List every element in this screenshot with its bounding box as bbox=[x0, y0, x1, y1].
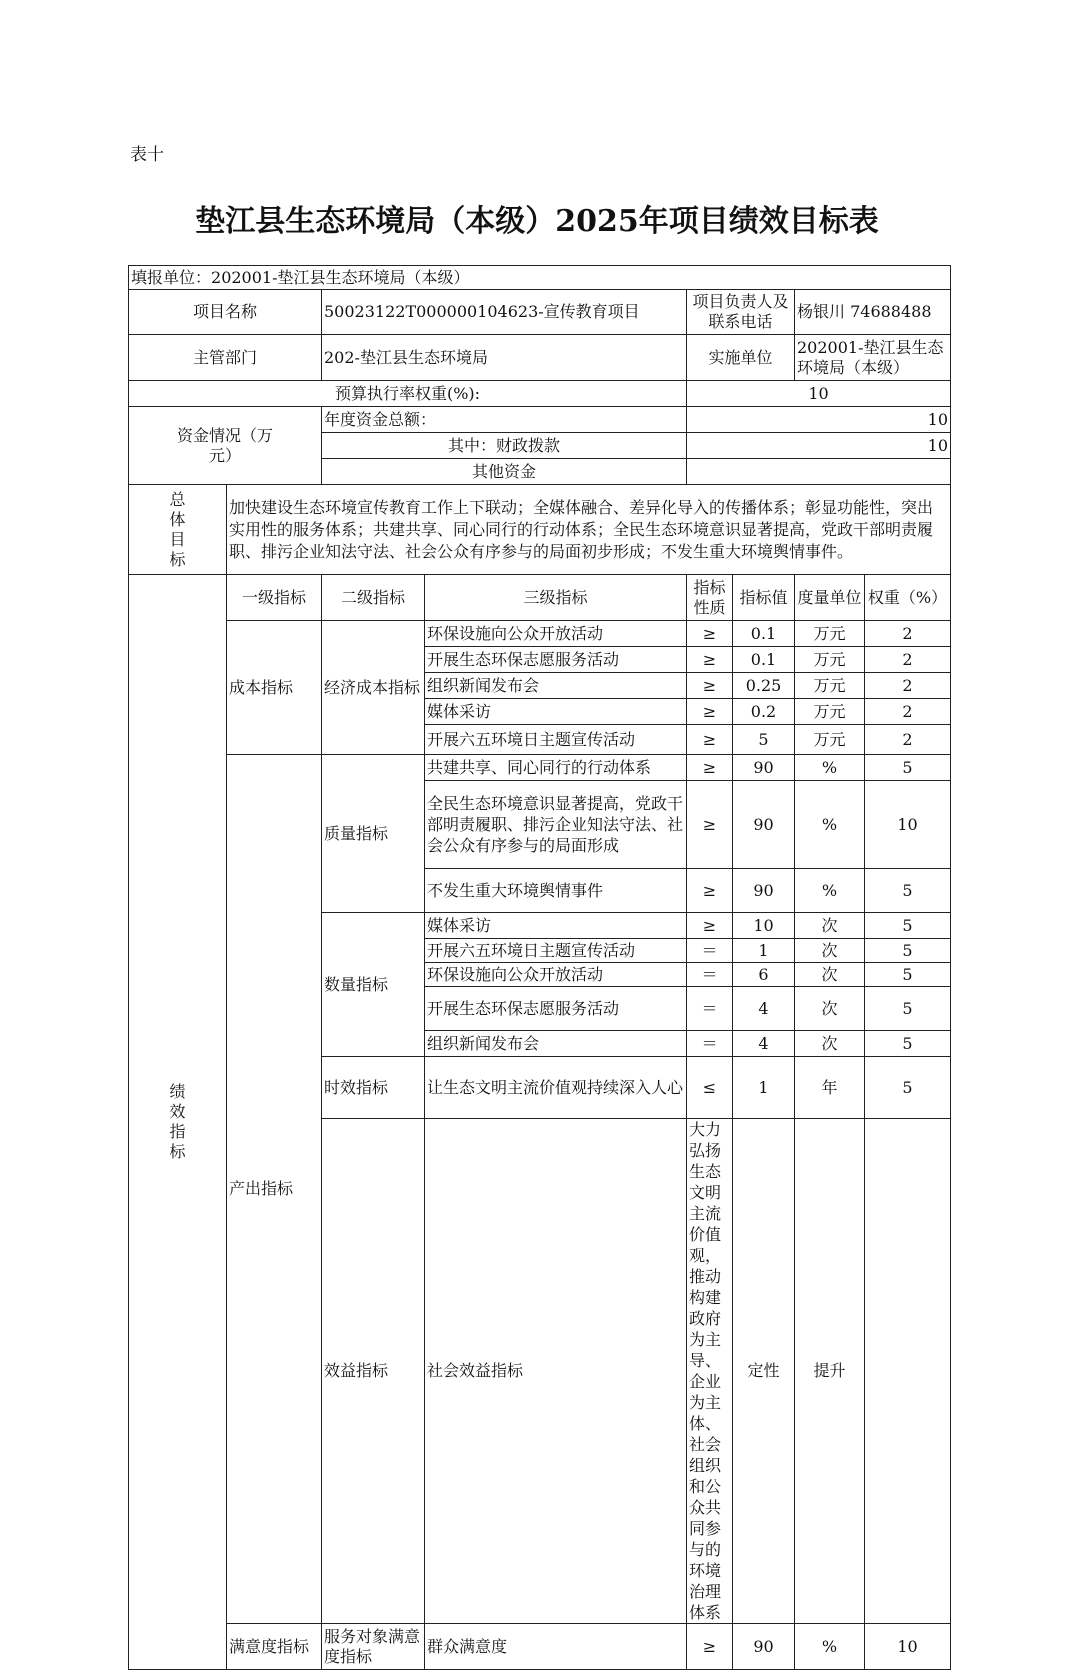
doc-label: 表十 bbox=[130, 145, 164, 165]
table-row-unit: 次 bbox=[795, 963, 865, 987]
perf-label-text: 绩效指标 bbox=[169, 1082, 186, 1161]
table-row-weight: 2 bbox=[865, 621, 951, 647]
table-row-op: ＝ bbox=[687, 1031, 733, 1057]
cost-level2: 经济成本指标 bbox=[322, 621, 425, 755]
table-row-op: ＝ bbox=[687, 987, 733, 1031]
cost-level1: 成本指标 bbox=[227, 621, 322, 755]
table-row-weight: 5 bbox=[865, 987, 951, 1031]
table-row-name: 让生态文明主流价值观持续深入人心 bbox=[425, 1057, 687, 1119]
table-row-unit: 次 bbox=[795, 1031, 865, 1057]
overall-goal-label-text: 总体目标 bbox=[169, 489, 186, 569]
dept-label: 主管部门 bbox=[129, 335, 322, 381]
annual-total-label: 年度资金总额： bbox=[322, 407, 687, 433]
finance-value: 10 bbox=[687, 433, 951, 459]
table-row-op: ＝ bbox=[687, 939, 733, 963]
table-row-value: 90 bbox=[733, 781, 795, 869]
table-row-op: ≤ bbox=[687, 1057, 733, 1119]
table-row-op: ≥ bbox=[687, 699, 733, 725]
impl-label: 实施单位 bbox=[687, 335, 795, 381]
table-row-value: 4 bbox=[733, 987, 795, 1031]
table-row-op: ≥ bbox=[687, 869, 733, 913]
other-label: 其他资金 bbox=[322, 459, 687, 485]
table-row-value: 90 bbox=[733, 1624, 795, 1670]
benefit-level1: 效益指标 bbox=[322, 1119, 425, 1624]
table-row-unit: 次 bbox=[795, 913, 865, 939]
table-row-op: ≥ bbox=[687, 781, 733, 869]
table-row-value: 6 bbox=[733, 963, 795, 987]
table-row-name: 媒体采访 bbox=[425, 699, 687, 725]
fill-unit-cell bbox=[129, 266, 951, 290]
table-row-unit bbox=[865, 1119, 951, 1624]
table-row-name: 开展六五环境日主题宣传活动 bbox=[425, 939, 687, 963]
project-name-value: 50023122T000000104623-宣传教育项目 bbox=[322, 290, 687, 335]
table-row-value: 5 bbox=[733, 725, 795, 755]
perf-label bbox=[129, 575, 227, 1670]
table-row-value: 90 bbox=[733, 755, 795, 781]
table-row-unit: % bbox=[795, 869, 865, 913]
table-row-op: ＝ bbox=[687, 963, 733, 987]
table-row-name: 开展生态环保志愿服务活动 bbox=[425, 647, 687, 673]
contact-value: 杨银川 74688488 bbox=[795, 290, 951, 335]
other-value bbox=[687, 459, 951, 485]
table-row-value: 0.1 bbox=[733, 647, 795, 673]
fund-label: 资金情况（万元） bbox=[129, 407, 322, 485]
col-weight: 权重（%） bbox=[865, 575, 951, 621]
annual-total-value: 10 bbox=[687, 407, 951, 433]
finance-label: 其中：财政拨款 bbox=[322, 433, 687, 459]
project-name-label: 项目名称 bbox=[129, 290, 322, 335]
impl-value: 202001-垫江县生态环境局（本级） bbox=[795, 335, 951, 381]
table-row-op: ≥ bbox=[687, 673, 733, 699]
quality-level2: 质量指标 bbox=[322, 755, 425, 913]
table-row-value: 1 bbox=[733, 1057, 795, 1119]
col-level3: 三级指标 bbox=[425, 575, 687, 621]
fill-unit-value: 202001-垫江县生态环境局（本级） bbox=[211, 267, 470, 287]
table-row-unit: % bbox=[795, 755, 865, 781]
table-row-value: 10 bbox=[733, 913, 795, 939]
table-row-op: ≥ bbox=[687, 755, 733, 781]
table-row-weight: 2 bbox=[865, 699, 951, 725]
table-row-op: 定性 bbox=[733, 1119, 795, 1624]
performance-table bbox=[128, 265, 951, 1670]
table-row-weight: 5 bbox=[865, 869, 951, 913]
table-row-name: 媒体采访 bbox=[425, 913, 687, 939]
overall-goal-text: 加快建设生态环境宣传教育工作上下联动；全媒体融合、差异化导入的传播体系；彰显功能性，突出实用性的服务体系；共建共享、同心同行的行动体系；全民生态环境意识显著提高，党政干部明责履职、排污企业知法守法、社会公众有序参与的局面初步形成；不发生重大环境舆情事件。 bbox=[227, 485, 951, 575]
overall-goal-label bbox=[129, 485, 227, 575]
table-row-name: 组织新闻发布会 bbox=[425, 1031, 687, 1057]
table-row-unit: 万元 bbox=[795, 673, 865, 699]
table-row-value: 4 bbox=[733, 1031, 795, 1057]
table-row-weight: 5 bbox=[865, 963, 951, 987]
budget-rate-value: 10 bbox=[687, 381, 951, 407]
table-row-value: 0.2 bbox=[733, 699, 795, 725]
table-row-unit: 次 bbox=[795, 987, 865, 1031]
col-level2: 二级指标 bbox=[322, 575, 425, 621]
table-row-weight: 2 bbox=[865, 647, 951, 673]
table-row-op: ≥ bbox=[687, 621, 733, 647]
satisfaction-level1: 满意度指标 bbox=[227, 1624, 322, 1670]
table-row-name: 共建共享、同心同行的行动体系 bbox=[425, 755, 687, 781]
table-row-weight: 5 bbox=[865, 1057, 951, 1119]
table-row-name: 群众满意度 bbox=[425, 1624, 687, 1670]
col-nature: 指标性质 bbox=[687, 575, 733, 621]
table-row-unit: % bbox=[795, 781, 865, 869]
table-row-name: 环保设施向公众开放活动 bbox=[425, 621, 687, 647]
table-row-name: 开展生态环保志愿服务活动 bbox=[425, 987, 687, 1031]
budget-rate-label: 预算执行率权重(%): bbox=[129, 381, 687, 407]
benefit-level2: 社会效益指标 bbox=[425, 1119, 687, 1624]
table-row-op: ≥ bbox=[687, 913, 733, 939]
col-value: 指标值 bbox=[733, 575, 795, 621]
table-row-weight: 2 bbox=[865, 725, 951, 755]
table-row-name: 开展六五环境日主题宣传活动 bbox=[425, 725, 687, 755]
dept-value: 202-垫江县生态环境局 bbox=[322, 335, 687, 381]
table-row-weight: 5 bbox=[865, 755, 951, 781]
satisfaction-level2: 服务对象满意度指标 bbox=[322, 1624, 425, 1670]
col-unit: 度量单位 bbox=[795, 575, 865, 621]
table-row-weight: 2 bbox=[865, 673, 951, 699]
output-level1: 产出指标 bbox=[227, 755, 322, 1624]
table-row-weight: 5 bbox=[865, 1031, 951, 1057]
timeliness-level2: 时效指标 bbox=[322, 1057, 425, 1119]
table-row-value: 90 bbox=[733, 869, 795, 913]
table-row-op: ≥ bbox=[687, 647, 733, 673]
table-row-name: 大力弘扬生态文明主流价值观，推动构建政府为主导、企业为主体、社会组织和公众共同参与的环境治理体系 bbox=[687, 1119, 733, 1624]
table-row-name: 环保设施向公众开放活动 bbox=[425, 963, 687, 987]
table-row-unit: 万元 bbox=[795, 647, 865, 673]
table-row-unit: 年 bbox=[795, 1057, 865, 1119]
table-row-op: ≥ bbox=[687, 1624, 733, 1670]
table-row-value: 0.1 bbox=[733, 621, 795, 647]
page-title: 垫江县生态环境局（本级）2025年项目绩效目标表 bbox=[195, 204, 879, 239]
table-row-value: 1 bbox=[733, 939, 795, 963]
table-row-name: 组织新闻发布会 bbox=[425, 673, 687, 699]
table-row-name: 全民生态环境意识显著提高，党政干部明责履职、排污企业知法守法、社会公众有序参与的局面形成 bbox=[425, 781, 687, 869]
table-row-weight: 10 bbox=[865, 781, 951, 869]
fill-unit-label: 填报单位： bbox=[131, 267, 212, 287]
table-row-unit: 万元 bbox=[795, 725, 865, 755]
contact-label: 项目负责人及联系电话 bbox=[687, 290, 795, 335]
table-row-weight: 5 bbox=[865, 939, 951, 963]
table-row-name: 不发生重大环境舆情事件 bbox=[425, 869, 687, 913]
col-level1: 一级指标 bbox=[227, 575, 322, 621]
table-row-weight: 5 bbox=[865, 913, 951, 939]
table-row-unit: % bbox=[795, 1624, 865, 1670]
table-row-weight: 10 bbox=[865, 1624, 951, 1670]
quantity-level2: 数量指标 bbox=[322, 913, 425, 1057]
table-row-op: ≥ bbox=[687, 725, 733, 755]
table-row-unit: 万元 bbox=[795, 699, 865, 725]
table-row-value: 0.25 bbox=[733, 673, 795, 699]
table-row-unit: 万元 bbox=[795, 621, 865, 647]
table-row-unit: 次 bbox=[795, 939, 865, 963]
table-row-value: 提升 bbox=[795, 1119, 865, 1624]
